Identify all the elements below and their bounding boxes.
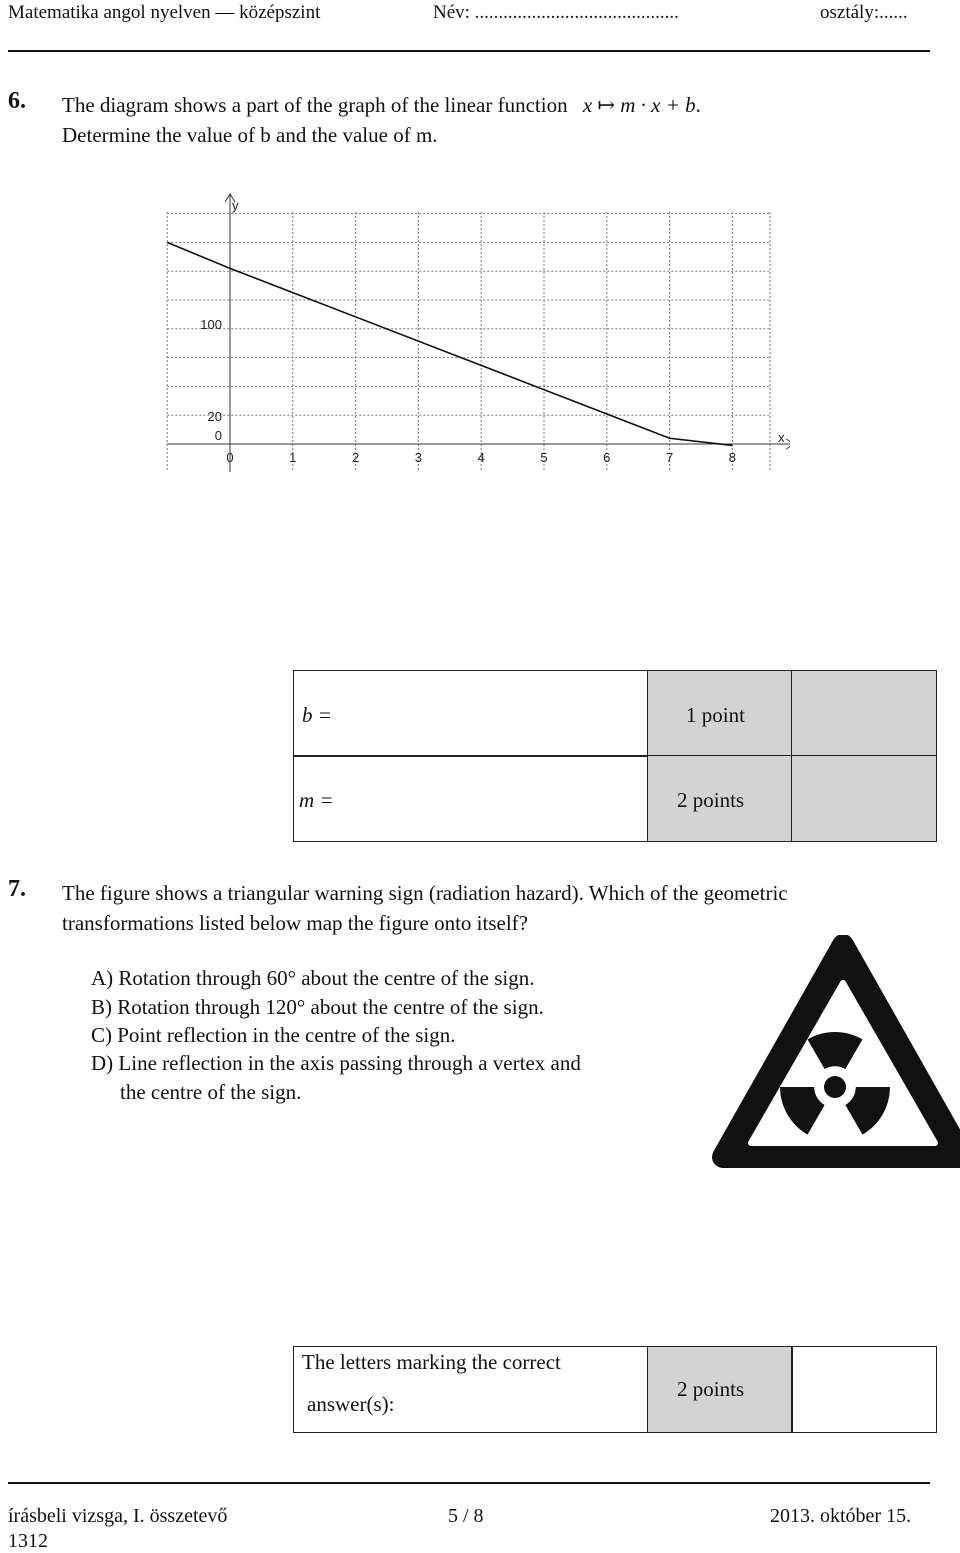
question-7-number: 7. [8,876,26,902]
x-tick-label: 2 [351,450,360,465]
option-a: A) Rotation through 60° about the centre of the sign. [91,966,535,990]
answer-m-cell[interactable] [293,755,649,842]
linear-function-graph [150,190,790,480]
question-6-number: 6. [8,88,26,114]
score-b-cell [791,670,937,757]
question-7-line2: transformations listed below map the figure onto itself? [62,911,528,935]
radiation-warning-sign [695,935,960,1180]
footer-code: 1312 [8,1530,48,1552]
option-b: B) Rotation through 120° about the centre of the sign. [91,995,544,1019]
question-6-period: . [695,93,701,117]
option-d: D) Line reflection in the axis passing through a vertex and [91,1051,581,1075]
x-tick-label: 5 [540,450,548,465]
question-6-text: The diagram shows a part of the graph of the linear function [62,93,568,117]
answer-b-label: b = [302,703,332,727]
score-m-cell [791,755,937,842]
y-axis-label: y [232,198,239,213]
footer-date: 2013. október 15. [770,1505,912,1527]
option-c: C) Point reflection in the centre of the sign. [91,1023,456,1047]
footer-rule [8,1482,930,1484]
points-letters-cell [647,1346,793,1433]
points-letters-label: 2 points [677,1377,745,1401]
option-d-continued: the centre of the sign. [120,1080,302,1104]
header-rule [8,50,930,52]
question-7-line1: The figure shows a triangular warning sign (radiation hazard). Which of the geometric [62,881,788,905]
y-tick-label: 20 [207,408,222,424]
answer-letters-cell[interactable] [293,1346,649,1433]
x-tick-label: 7 [665,450,674,465]
header-class-field: osztály:...... [820,2,908,23]
graph-axes [167,194,790,472]
x-tick-label: 1 [289,450,297,465]
footer-exam-type: írásbeli vizsga, I. összetevő [8,1505,228,1527]
header-name-field: Név: ........................................... [433,2,679,23]
question-6-line1 [62,90,701,120]
points-m-label: 2 points [677,788,745,812]
x-tick-label: 8 [728,450,737,465]
answer-b-cell[interactable] [293,670,649,757]
x-tick-label: 0 [226,450,234,465]
answer-letters-label-1: The letters marking the correct [302,1350,561,1374]
graph-grid [167,212,770,470]
footer-page-number: 5 / 8 [448,1505,484,1527]
x-tick-label: 6 [603,450,611,465]
graph-tick-labels [200,317,736,465]
answer-letters-label-2: answer(s): [307,1392,395,1416]
y-tick-label: 0 [214,428,222,443]
header-title: Matematika angol nyelven — középszint [8,2,321,23]
x-tick-label: 4 [477,450,485,465]
x-axis-label: x [778,430,785,445]
points-b-label: 1 point [686,703,745,727]
answer-m-label: m = [299,788,334,812]
y-tick-label: 100 [200,316,222,332]
x-tick-label: 3 [414,450,423,465]
points-m-cell [647,755,793,842]
score-letters-cell [791,1346,937,1433]
points-b-cell [647,670,793,757]
question-6-line2: Determine the value of b and the value of m. [62,123,438,147]
question-6-formula: x ↦ m · x + b [582,93,696,117]
